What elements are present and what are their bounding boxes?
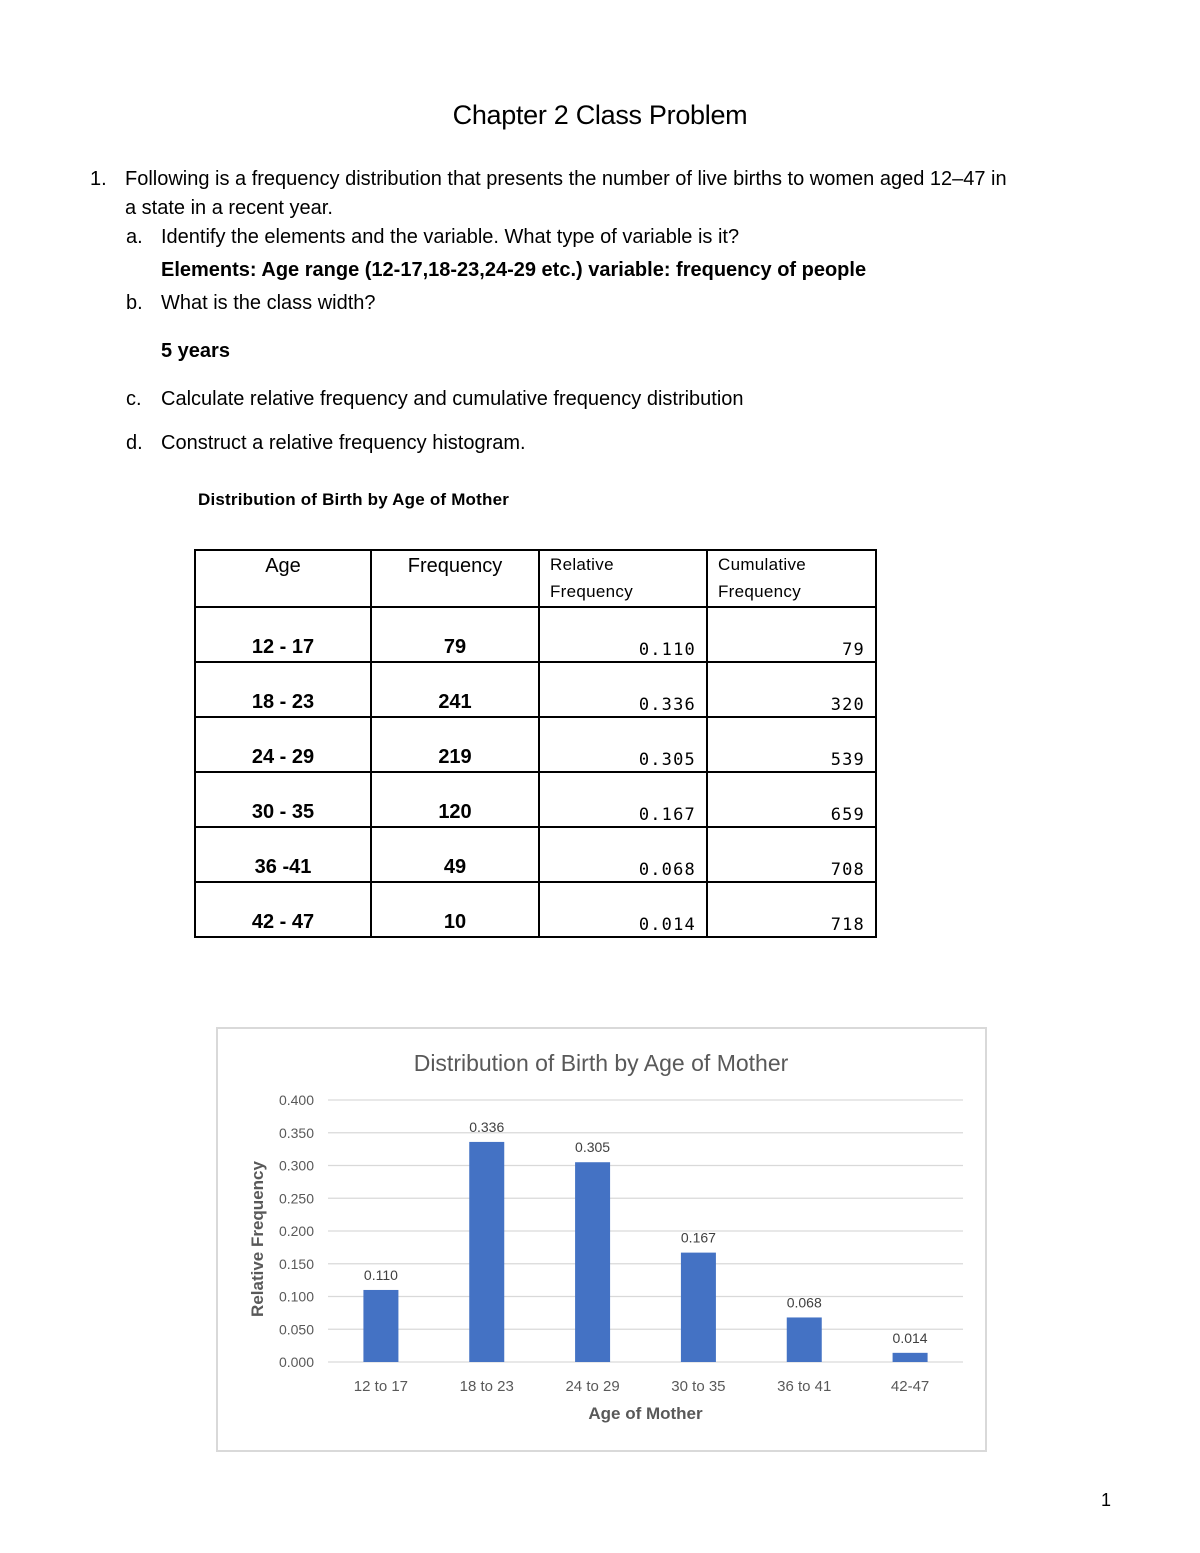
table-row	[195, 827, 876, 882]
header-relative-frequency: Relative Frequency	[539, 550, 707, 607]
y-axis-title: Relative Frequency	[248, 1161, 267, 1317]
x-tick-label: 42-47	[890, 1378, 930, 1395]
table-caption: Distribution of Birth by Age of Mother	[198, 490, 510, 509]
header-frequency: Frequency	[371, 550, 539, 607]
relative-cell: 0.167	[539, 772, 707, 827]
question-number: 1.	[90, 168, 107, 190]
question-text-line2: a state in a recent year.	[125, 197, 333, 219]
cumulative-cell: 708	[707, 827, 876, 882]
y-tick-label: 0.300	[278, 1157, 314, 1174]
table-row	[195, 607, 876, 662]
data-label: 0.068	[786, 1294, 822, 1311]
relative-cell: 0.336	[539, 662, 707, 717]
cumulative-cell: 320	[707, 662, 876, 717]
frequency-cell: 219	[371, 717, 539, 772]
age-cell: 24 - 29	[195, 717, 371, 772]
bar	[681, 1253, 716, 1362]
cumulative-cell: 718	[707, 882, 876, 937]
header-cumulative-frequency: Cumulative Frequency	[707, 550, 876, 607]
table-row	[195, 772, 876, 827]
chart-title: Distribution of Birth by Age of Mother	[413, 1050, 789, 1076]
frequency-cell: 10	[371, 882, 539, 937]
table-row	[195, 717, 876, 772]
part-b-text: What is the class width?	[161, 292, 376, 314]
x-tick-label: 12 to 17	[353, 1378, 409, 1395]
bar	[363, 1290, 398, 1362]
part-c-letter: c.	[126, 388, 142, 410]
x-axis-title: Age of Mother	[588, 1404, 703, 1423]
age-cell: 42 - 47	[195, 882, 371, 937]
header-age: Age	[195, 550, 371, 607]
bar	[469, 1142, 504, 1362]
y-tick-label: 0.000	[278, 1354, 314, 1370]
table-row	[195, 882, 876, 937]
y-tick-label: 0.350	[278, 1124, 314, 1141]
chart-svg	[218, 1029, 985, 1450]
bar	[787, 1317, 822, 1362]
histogram-chart	[216, 1027, 987, 1452]
frequency-cell: 120	[371, 772, 539, 827]
age-cell: 30 - 35	[195, 772, 371, 827]
cumulative-cell: 659	[707, 772, 876, 827]
relative-cell: 0.014	[539, 882, 707, 937]
data-label: 0.336	[469, 1118, 505, 1135]
y-tick-label: 0.150	[278, 1255, 314, 1272]
table-header-row	[195, 550, 876, 607]
data-label: 0.110	[363, 1266, 398, 1283]
frequency-cell: 49	[371, 827, 539, 882]
frequency-cell: 79	[371, 607, 539, 662]
age-cell: 12 - 17	[195, 607, 371, 662]
x-tick-label: 36 to 41	[777, 1378, 832, 1395]
frequency-cell: 241	[371, 662, 539, 717]
relative-cell: 0.110	[539, 607, 707, 662]
data-label: 0.305	[575, 1139, 611, 1156]
y-tick-label: 0.100	[278, 1288, 314, 1305]
data-label: 0.167	[680, 1229, 716, 1246]
answer-b: 5 years	[161, 340, 230, 362]
age-cell: 36 -41	[195, 827, 371, 882]
age-cell: 18 - 23	[195, 662, 371, 717]
part-b-letter: b.	[126, 292, 143, 314]
part-c-text: Calculate relative frequency and cumulative frequency distribution	[161, 388, 744, 410]
question-text-line1: Following is a frequency distribution that presents the number of live births to women aged 12–47 in	[125, 168, 1007, 190]
relative-cell: 0.305	[539, 717, 707, 772]
relative-cell: 0.068	[539, 827, 707, 882]
table-row	[195, 662, 876, 717]
x-tick-label: 30 to 35	[671, 1378, 726, 1395]
cumulative-cell: 79	[707, 607, 876, 662]
x-tick-label: 24 to 29	[565, 1378, 620, 1395]
data-label: 0.014	[892, 1329, 928, 1346]
part-d-text: Construct a relative frequency histogram.	[161, 432, 526, 454]
part-a-letter: a.	[126, 226, 143, 248]
cumulative-cell: 539	[707, 717, 876, 772]
answer-a: Elements: Age range (12-17,18-23,24-29 etc.) variable: frequency of people	[161, 259, 867, 281]
y-tick-label: 0.400	[278, 1092, 314, 1108]
page-number: 1	[1101, 1490, 1112, 1510]
y-tick-label: 0.250	[278, 1190, 314, 1207]
part-a-text: Identify the elements and the variable. What type of variable is it?	[161, 226, 740, 248]
bar	[893, 1353, 928, 1362]
y-tick-label: 0.200	[278, 1223, 314, 1239]
page-title: Chapter 2 Class Problem	[452, 100, 748, 130]
frequency-table	[194, 549, 877, 938]
part-d-letter: d.	[126, 432, 143, 454]
y-tick-label: 0.050	[278, 1321, 314, 1338]
bar	[575, 1162, 610, 1362]
x-tick-label: 18 to 23	[459, 1378, 514, 1395]
